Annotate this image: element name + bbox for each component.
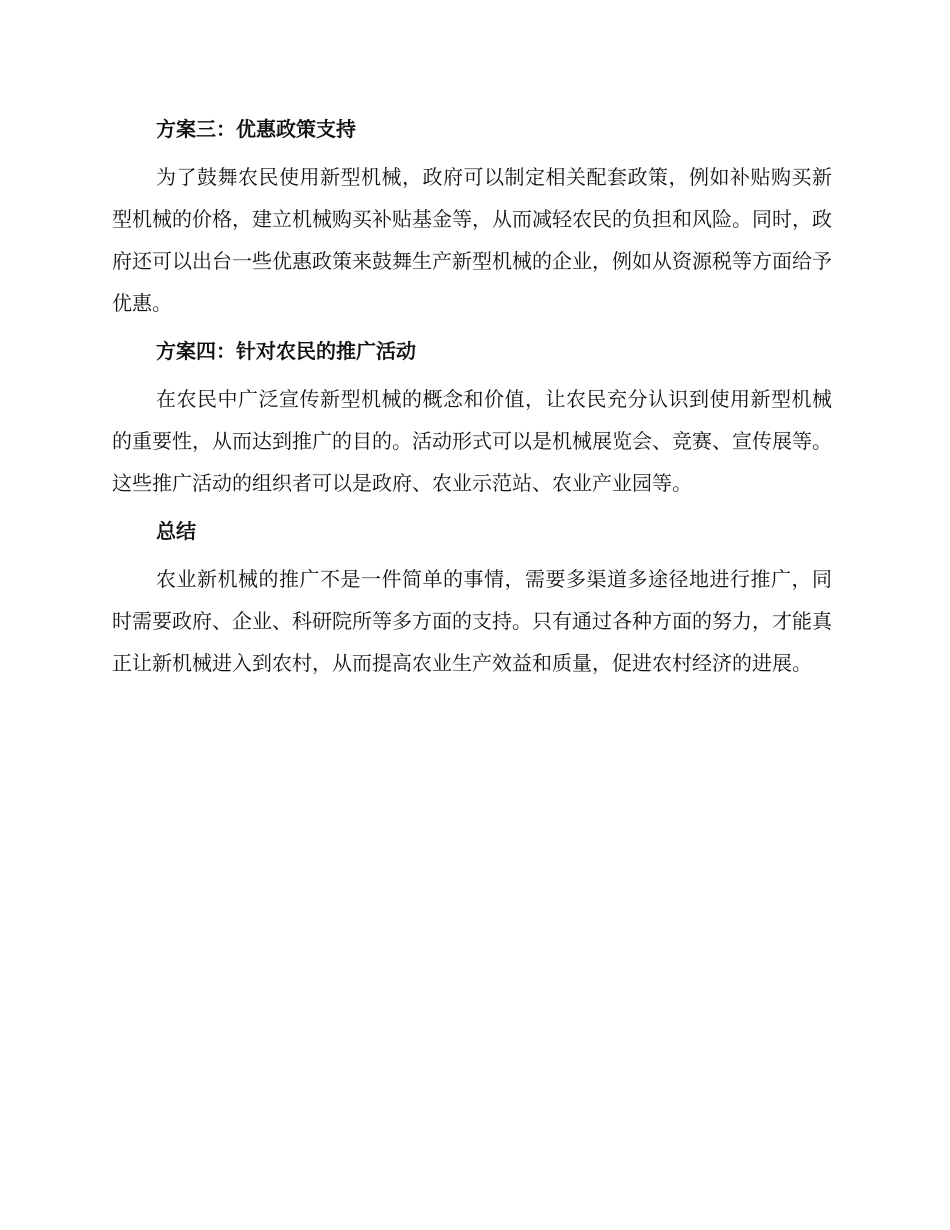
section-paragraph-plan-three: 为了鼓舞农民使用新型机械，政府可以制定相关配套政策，例如补贴购买新型机械的价格，建立机械购买补贴基金等，从而减轻农民的负担和风险。同时，政府还可以出台一些优惠政策来鼓舞生产新型机械的企业，例如从资源税等方面给予优惠。 [112,165,832,315]
section-heading-summary: 总结 [156,519,196,543]
document-body [112,108,832,690]
section-paragraph-summary: 农业新机械的推广不是一件简单的事情，需要多渠道多途径地进行推广，同时需要政府、企业、科研院所等多方面的支持。只有通过各种方面的努力，才能真正让新机械进入到农村，从而提高农业生产效益和质量，促进农村经济的进展。 [112,567,832,675]
section-heading-plan-three: 方案三：优惠政策支持 [156,117,356,141]
section-paragraph-plan-four: 在农民中广泛宣传新型机械的概念和价值，让农民充分认识到使用新型机械的重要性，从而达到推广的目的。活动形式可以是机械展览会、竞赛、宣传展等。这些推广活动的组织者可以是政府、农业示范站、农业产业园等。 [112,387,832,495]
section-heading-plan-four: 方案四：针对农民的推广活动 [156,339,416,363]
